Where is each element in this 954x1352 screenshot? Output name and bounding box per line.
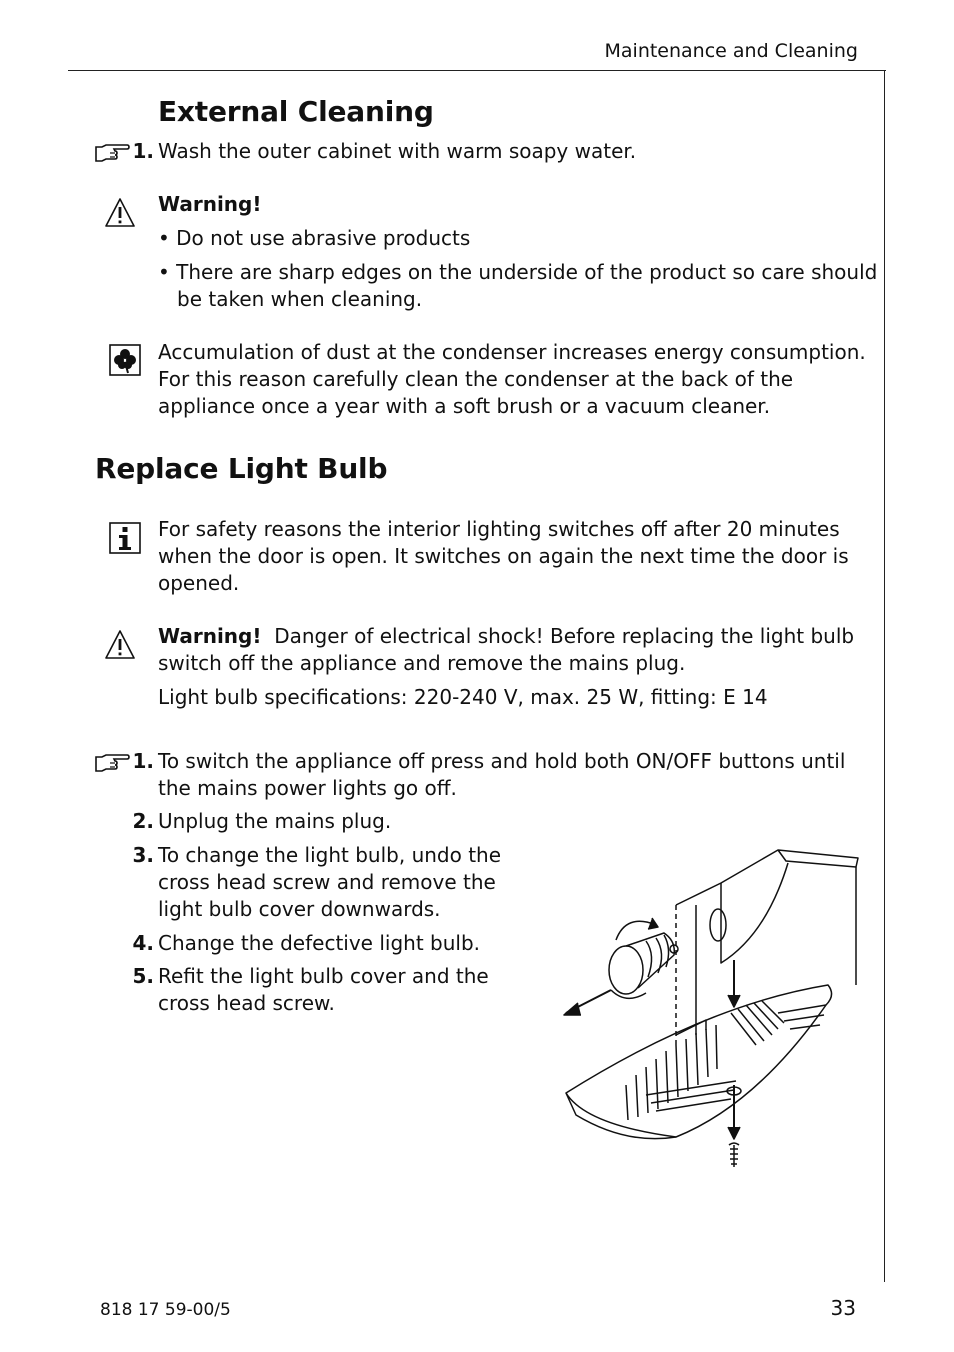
bulb-specification: Light bulb specifications: 220-240 V, max. 25 W, fitting: E 14 — [158, 685, 768, 709]
environment-clover-icon — [109, 344, 141, 376]
info-text: For safety reasons the interior lighting switches off after 20 minutes — [158, 517, 840, 541]
pointing-hand-icon — [94, 753, 130, 773]
step-number: 5. — [132, 964, 154, 988]
step-number: 3. — [132, 843, 154, 867]
page-number: 33 — [830, 1296, 856, 1320]
step-text: Unplug the mains plug. — [158, 809, 392, 833]
step-number: 4. — [132, 931, 154, 955]
warning-triangle-icon — [104, 628, 136, 660]
step-number: 2. — [132, 809, 154, 833]
step-text: cross head screw and remove the — [158, 870, 496, 894]
warning-text: switch off the appliance and remove the mains plug. — [158, 651, 686, 675]
warning-line — [158, 623, 854, 650]
info-text: opened. — [158, 571, 240, 595]
warning-text: Danger of electrical shock! Before replacing the light bulb — [274, 624, 855, 648]
environment-text: Accumulation of dust at the condenser increases energy consumption. — [158, 340, 866, 364]
environment-text: For this reason carefully clean the condenser at the back of the — [158, 367, 794, 391]
section-title-replace-light-bulb: Replace Light Bulb — [95, 452, 388, 485]
bullet-text-cont: be taken when cleaning. — [177, 287, 423, 311]
warning-label: Warning! — [158, 624, 262, 648]
step-text: cross head screw. — [158, 991, 335, 1015]
bullet-text: Do not use abrasive products — [176, 226, 471, 250]
light-bulb-cover-illustration — [556, 845, 866, 1175]
step-text: Change the defective light bulb. — [158, 931, 481, 955]
step-text: the mains power lights go off. — [158, 776, 457, 800]
step-text: Wash the outer cabinet with warm soapy water. — [158, 139, 637, 163]
step-number: 1. — [132, 749, 154, 773]
margin-rule — [884, 70, 885, 1282]
info-text: when the door is open. It switches on again the next time the door is — [158, 544, 849, 568]
running-header: Maintenance and Cleaning — [604, 40, 858, 62]
step-number: 1. — [132, 139, 154, 163]
document-number: 818 17 59-00/5 — [100, 1300, 231, 1320]
bullet-item: • There are sharp edges on the underside of the product so care should — [158, 260, 878, 284]
pointing-hand-icon — [94, 143, 130, 163]
bullet-item: • Do not use abrasive products — [158, 226, 471, 250]
warning-triangle-icon — [104, 196, 136, 228]
warning-label: Warning! — [158, 192, 262, 216]
step-text: To change the light bulb, undo the — [158, 843, 502, 867]
section-title-external-cleaning: External Cleaning — [158, 95, 434, 128]
step-text: light bulb cover downwards. — [158, 897, 441, 921]
step-text: To switch the appliance off press and hold both ON/OFF buttons until — [158, 749, 846, 773]
step-text: Refit the light bulb cover and the — [158, 964, 489, 988]
environment-text: appliance once a year with a soft brush or a vacuum cleaner. — [158, 394, 771, 418]
info-icon — [109, 522, 141, 554]
header-rule — [68, 70, 886, 71]
bullet-text: There are sharp edges on the underside of the product so care should — [176, 260, 878, 284]
